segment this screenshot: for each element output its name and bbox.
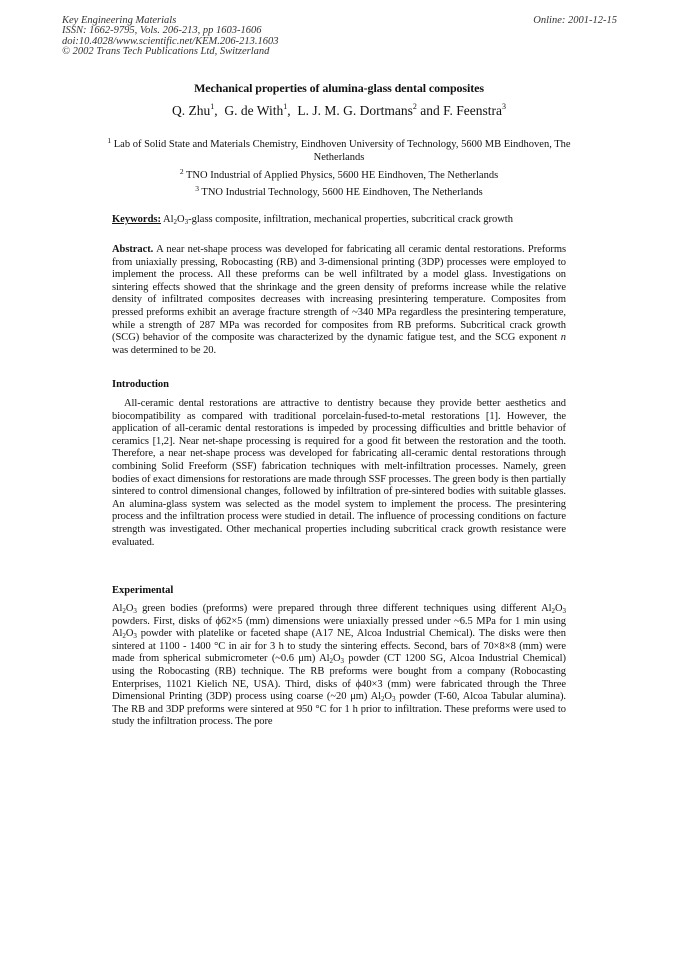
journal-name: Key Engineering Materials xyxy=(62,15,177,26)
online-date: Online: 2001-12-15 xyxy=(533,15,617,26)
affiliation: $^3$ TNO Industrial Technology, 5600 HE Eindhoven, The Netherlands xyxy=(195,184,483,198)
paper-title: Mechanical properties of alumina-glass dental composites xyxy=(194,81,484,95)
experimental-heading: Experimental xyxy=(112,585,174,596)
abstract: Abstract. A near net-shape process was developed for fabricating all ceramic dental restorations. Preforms from uniaxially pressing, Robocasting (RB) and 3-dimensional printing (3DP) processes were employed to implement the process. All these preforms can be well infiltrated by a model glass. Investigations on sintering effects showed that the shrinkage and the green density of preforms increase while the relative density of infiltrated composites decreases with increasing presintering temperature. Composites from pressed preforms exhibit an average fracture strength of ~340 MPa regardless the presintering temperature, while a strength of 287 MPa was recorded for composites from RB preforms. Subcritical crack growth (SCG) behavior of the composite was characterized by the dynamic fatigue test, and the SCG exponent n was determined to be 20. xyxy=(112,244,566,356)
doi-line: doi:10.4028/www.scientific.net/KEM.206-213.1603 xyxy=(62,35,279,47)
keywords-line xyxy=(112,214,582,225)
author: Q. Zhu$^1$ xyxy=(172,102,215,118)
affiliation: $^2$ TNO Industrial of Applied Physics, 5600 HE Eindhoven, The Netherlands xyxy=(179,167,499,181)
abstract-label: Abstract. xyxy=(112,244,154,255)
issn-line: ISSN: 1662-9795, Vols. 206-213, pp 1603-1606 xyxy=(62,25,262,37)
keywords-label: Keywords: xyxy=(112,214,161,225)
keywords-text: $Al_2O_3$-glass composite, infiltration, mechanical properties, subcritical crack growth xyxy=(163,214,513,226)
affiliation: $^1$ Lab of Solid State and Materials Chemistry, Eindhoven University of Technology, 5600 MB Eindhoven, The Netherlands xyxy=(107,136,571,163)
copyright-line: © 2002 Trans Tech Publications Ltd, Switzerland xyxy=(62,45,270,57)
journal-info xyxy=(62,16,279,57)
author: L. J. M. G. Dortmans$^2$ xyxy=(297,102,417,118)
introduction-paragraph: All-ceramic dental restorations are attractive to dentistry because they provide better aesthetics and biocompatibility as compared with traditional porcelain-fused-to-metal restorations [1]. However, the application of all-ceramic dental restorations is impeded by processing difficulties and brittle behavior of ceramics [1,2]. Near net-shape processing is required for a good fit between the restoration and the tooth. Therefore, a near net-shape process was developed for fabricating all-ceramic dental restorations through combining Solid Freeform (SSF) fabrication techniques with melt-infiltration processes. Namely, green bodies of exact dimensions for restorations are made through SSF processes. The green body is then partially sintered to control dimensional changes, followed by infiltration of pre-sintered bodies with suitable glasses. An alumina-glass system was selected as the model system to implement the process. The presintering process and the infiltration process were studied in detail. The influence of processing conditions on facture strength was investigated. Other mechanical properties including subcritical crack growth resistance were evaluated. xyxy=(112,398,566,548)
experimental-paragraph: $Al_2O_3$ green bodies (preforms) were prepared through three different techniques using different $Al_2O_3$ powders. First, disks of ϕ62×5 (mm) dimensions were uniaxially pressed under ~6.5 MPa for 1 min using $Al_2O_3$ powder with platelike or faceted shape (A17 NE, Alcoa Industrial Chemical). The disks were then sintered at 1100 - 1400 °C in air for 3 h to study the sintering effects. Second, bars of 70×8×8 (mm) were made from spherical submicrometer (~0.6 μm) $Al_2O_3$ powder (CT 1200 SG, Alcoa Industrial Chemical) using the Robocasting (RB) technique. The RB preforms were bought from a company (Robocasting Enterprises, 11021 Kielich NE, USA). Third, disks of ϕ40×3 (mm) were fabricated through the Three Dimensional Printing (3DP) process using coarse (~20 μm) $Al_2O_3$ powder (T-60, Alcoa Tabular alumina). The RB and 3DP preforms were sintered at 950 °C for 1 h prior to infiltration. These preforms were used to study the infiltration process. The pore xyxy=(112,603,566,728)
author-list: Q. Zhu$^1$, G. de With$^1$, L. J. M. G. Dortmans$^2$ and F. Feenstra$^3$ xyxy=(172,102,506,118)
author-conjunction: and xyxy=(420,103,440,118)
author: G. de With$^1$ xyxy=(224,102,288,118)
author: F. Feenstra$^3$ xyxy=(443,102,506,118)
introduction-heading: Introduction xyxy=(112,379,169,390)
